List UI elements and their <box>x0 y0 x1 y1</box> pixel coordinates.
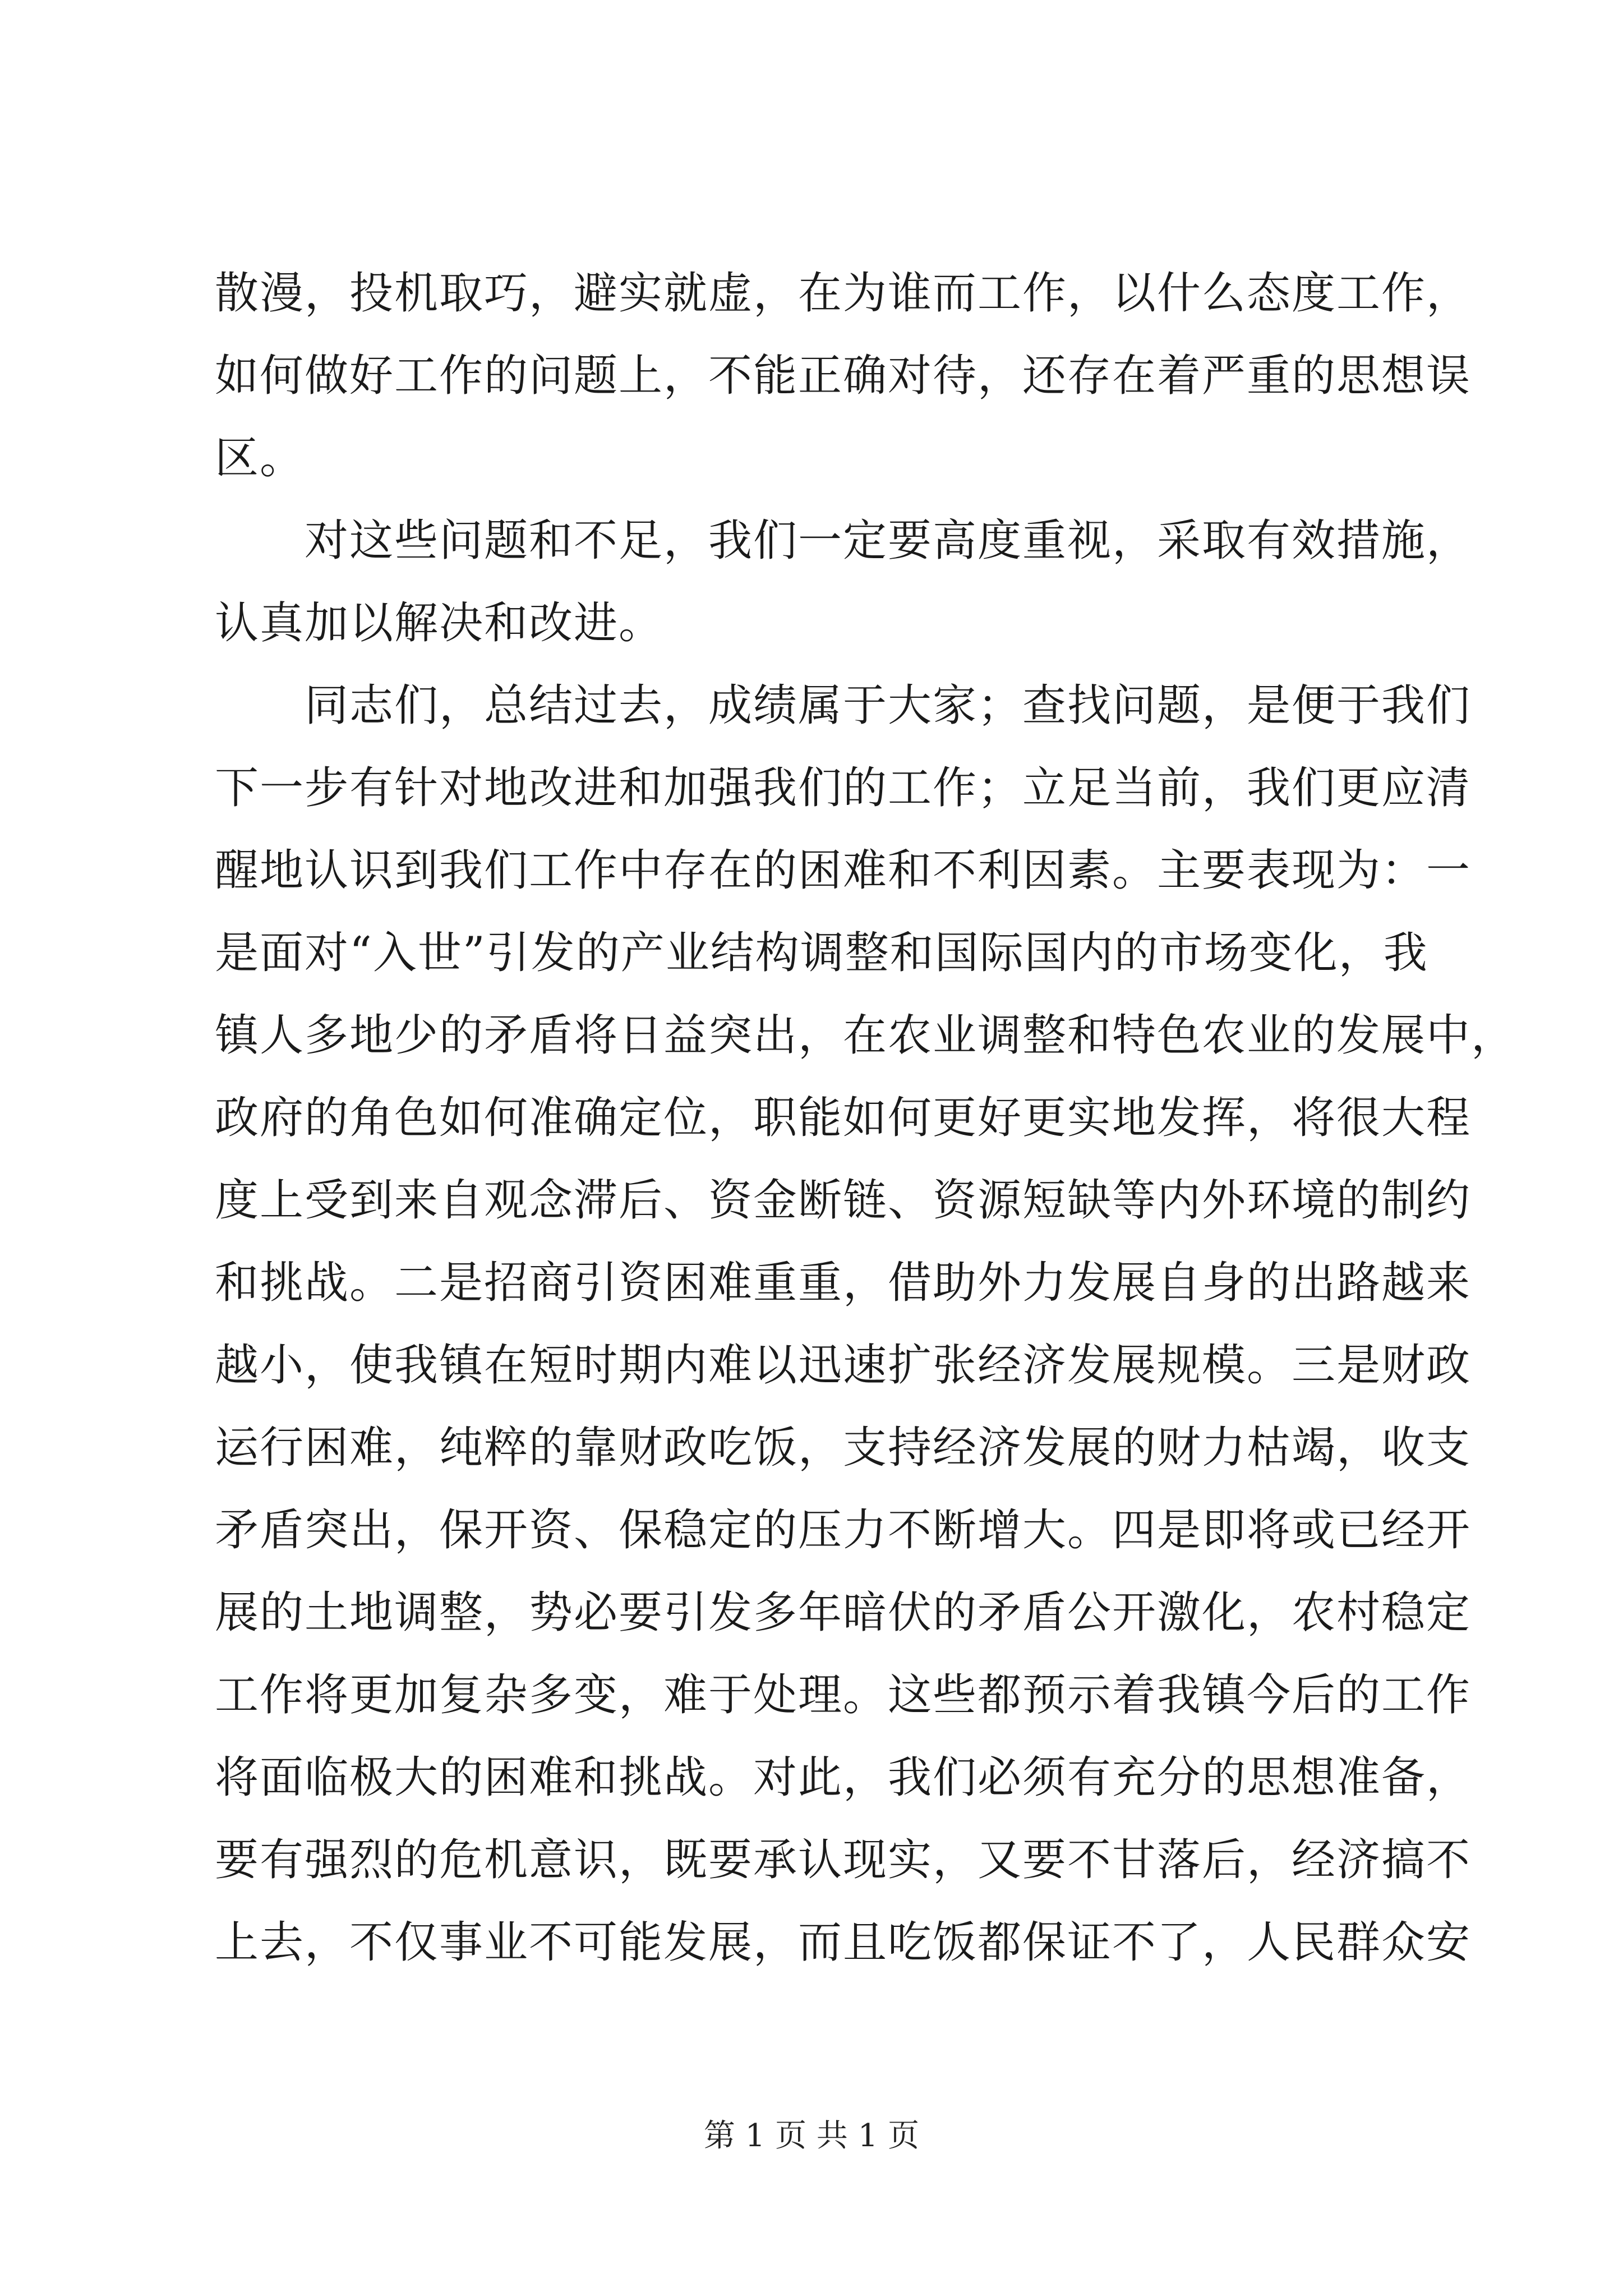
text-line: 认真加以解决和改进。 <box>215 598 664 648</box>
text-line: 度上受到来自观念滞后、资金断链、资源短缺等内外环境的制约 <box>215 1175 1472 1226</box>
text-line: 矛盾突出，保开资、保稳定的压力不断增大。四是即将或已经开 <box>215 1505 1472 1556</box>
text-line: 镇人多地少的矛盾将日益突出，在农业调整和特色农业的发展中， <box>215 1010 1516 1061</box>
paragraph <box>215 252 1472 500</box>
paragraph <box>215 500 1472 665</box>
text-line: 散漫，投机取巧，避实就虚，在为谁而工作，以什么态度工作， <box>215 268 1472 319</box>
document-body <box>215 252 1516 1984</box>
text-line: 下一步有针对地改进和加强我们的工作；立足当前，我们更应清 <box>215 763 1472 813</box>
text-line: 区。 <box>215 433 305 484</box>
paragraph <box>215 665 1516 1984</box>
text-line: 是面对“入世”引发的产业结构调整和国际国内的市场变化，我 <box>215 928 1428 978</box>
text-line: 上去，不仅事业不可能发展，而且吃饭都保证不了，人民群众安 <box>215 1917 1472 1968</box>
text-line: 政府的角色如何准确定位，职能如何更好更实地发挥，将很大程 <box>215 1093 1472 1143</box>
text-line: 对这些问题和不足，我们一定要高度重视，采取有效措施， <box>305 516 1472 566</box>
text-line: 展的土地调整，势必要引发多年暗伏的矛盾公开激化，农村稳定 <box>215 1588 1472 1638</box>
text-line: 运行困难，纯粹的靠财政吃饭，支持经济发展的财力枯竭，收支 <box>215 1423 1472 1473</box>
text-line: 将面临极大的困难和挑战。对此，我们必须有充分的思想准备， <box>215 1752 1472 1803</box>
text-line: 要有强烈的危机意识，既要承认现实，又要不甘落后，经济搞不 <box>215 1835 1472 1885</box>
text-line: 越小，使我镇在短时期内难以迅速扩张经济发展规模。三是财政 <box>215 1340 1472 1391</box>
text-line: 工作将更加复杂多变，难于处理。这些都预示着我镇今后的工作 <box>215 1670 1472 1720</box>
text-line: 和挑战。二是招商引资困难重重，借助外力发展自身的出路越来 <box>215 1258 1472 1308</box>
text-line: 醒地认识到我们工作中存在的困难和不利因素。主要表现为：一 <box>215 845 1472 896</box>
text-line: 如何做好工作的问题上，不能正确对待，还存在着严重的思想误 <box>215 351 1472 401</box>
text-line: 同志们，总结过去，成绩属于大家；查找问题，是便于我们 <box>305 680 1472 731</box>
page-footer: 第 1 页 共 1 页 <box>703 2118 920 2154</box>
